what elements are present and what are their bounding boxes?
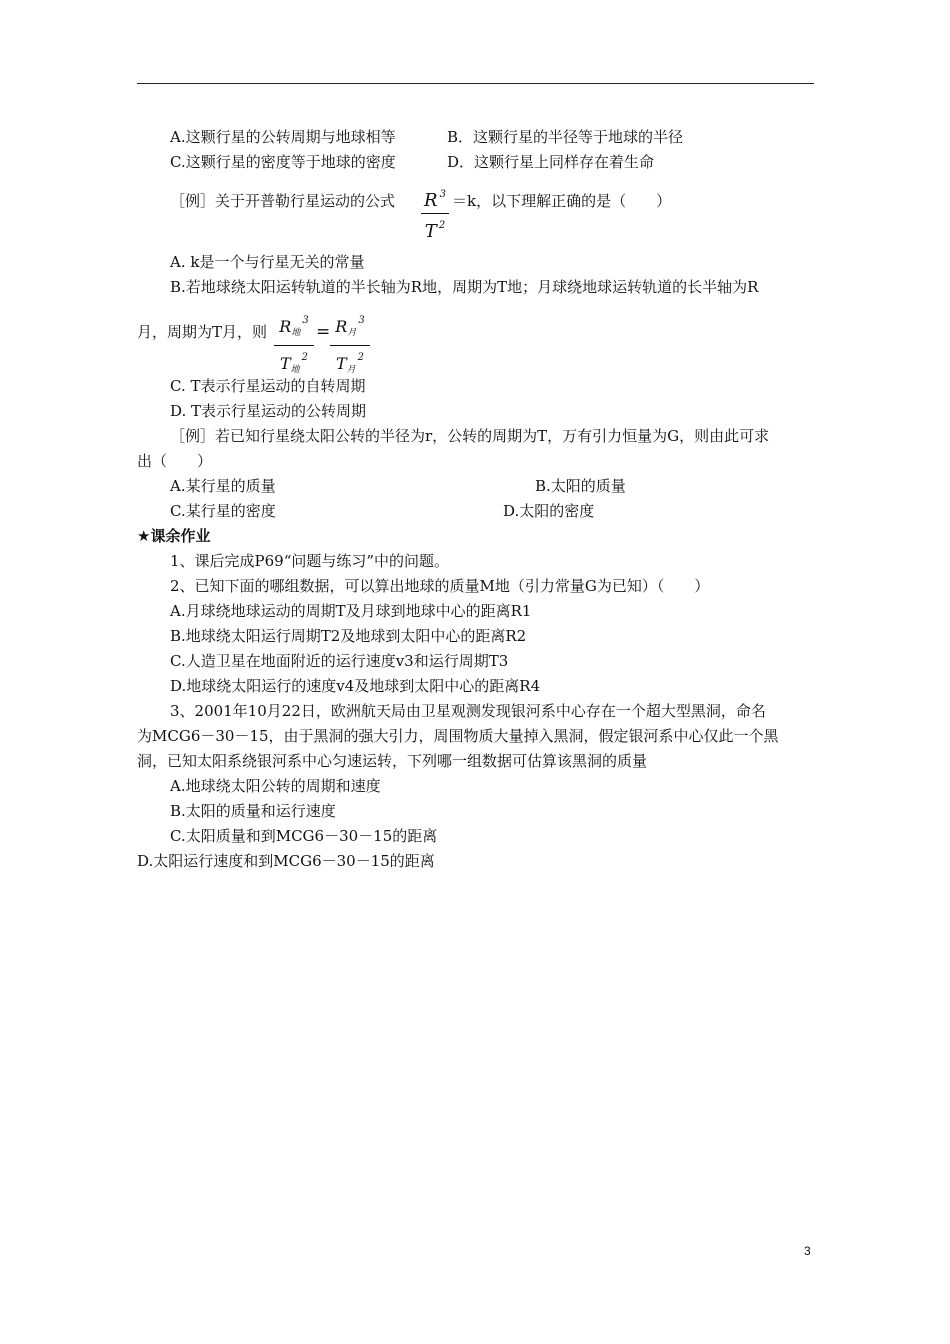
prev-option-c: C.这颗行星的密度等于地球的密度 [170,153,396,171]
example1-question: ＝k，以下理解正确的是（ ） [452,192,672,210]
kepler-formula: R $^3$ T $^2$ [421,184,449,243]
example2-option-c: C.某行星的密度 [170,502,276,520]
example2-line1: ［例］若已知行星绕太阳公转的半径为r，公转的周期为T，万有引力恒量为G，则由此可求 [170,427,770,445]
example2-line2: 出（ ） [137,452,213,470]
example1-option-d: D. T表示行星运动的公转周期 [170,402,367,420]
homework-q3-line1: 3、2001年10月22日，欧洲航天局由卫星观测发现银河系中心存在一个超大型黑洞，命名 [170,702,766,720]
example1-option-b-line2: 月，周期为T月，则 [137,323,268,341]
homework-q3-option-b: B.太阳的质量和运行速度 [170,802,336,820]
example2-option-d: D.太阳的密度 [503,502,595,520]
example2-option-b: B.太阳的质量 [535,477,626,495]
example1-option-a: A. k是一个与行星无关的常量 [170,253,365,271]
example2-option-a: A.某行星的质量 [170,477,276,495]
example1-option-b-line1: B.若地球绕太阳运转轨道的半长轴为R地，周期为T地；月球绕地球运转轨道的长半轴为R [170,278,759,296]
prev-option-d: D．这颗行星上同样存在着生命 [447,153,655,171]
homework-q2-option-c: C.人造卫星在地面附近的运行速度v3和运行周期T3 [170,652,509,670]
homework-q2: 2、已知下面的哪组数据，可以算出地球的质量M地（引力常量G为已知）（ ） [170,577,710,595]
page-number: 3 [804,1244,811,1258]
equals-sign: = [316,322,331,342]
example1-intro: ［例］关于开普勒行星运动的公式 [170,192,396,210]
homework-q2-option-d: D.地球绕太阳运行的速度v4及地球到太阳中心的距离R4 [170,677,541,695]
homework-q3-option-a: A.地球绕太阳公转的周期和速度 [170,777,381,795]
earth-ratio: $R_地^3$ $T_地^2$ [274,310,314,381]
homework-q3-line3: 洞，已知太阳系绕银河系中心匀速运转，下列哪一组数据可估算该黑洞的质量 [137,752,648,770]
moon-ratio: $R_月^3$ $T_月^2$ [330,310,370,381]
homework-q2-option-a: A.月球绕地球运动的周期T及月球到地球中心的距离R1 [170,602,532,620]
homework-heading: ★课余作业 [137,527,211,545]
homework-q3-option-c: C.太阳质量和到MCG6－30－15的距离 [170,827,438,845]
homework-q3-option-d: D.太阳运行速度和到MCG6－30－15的距离 [137,852,435,870]
header-rule [137,83,814,84]
homework-q2-option-b: B.地球绕太阳运行周期T2及地球到太阳中心的距离R2 [170,627,527,645]
homework-q1: 1、课后完成P69“问题与练习”中的问题。 [170,552,450,570]
example1-option-c: C. T表示行星运动的自转周期 [170,377,366,395]
prev-option-b: B．这颗行星的半径等于地球的半径 [447,128,684,146]
homework-q3-line2: 为MCG6－30－15，由于黑洞的强大引力，周围物质大量掉入黑洞，假定银河系中心仅此一个黑 [137,727,779,745]
prev-option-a: A.这颗行星的公转周期与地球相等 [170,128,396,146]
